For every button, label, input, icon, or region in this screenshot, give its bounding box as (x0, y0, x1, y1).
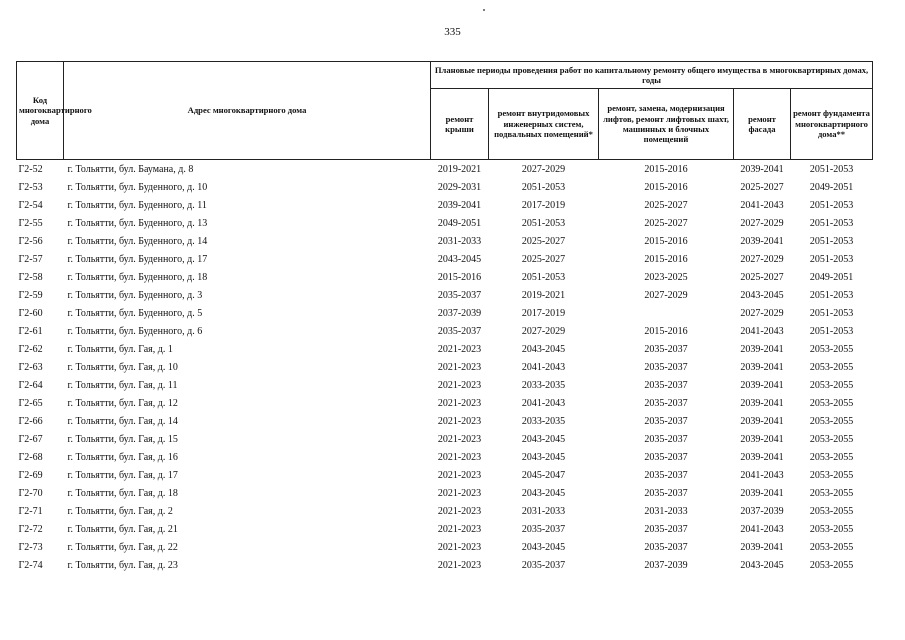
cell-elevators: 2015-2016 (644, 235, 688, 247)
cell-facade: 2041-2043 (740, 523, 784, 535)
cell-foundation: 2053-2055 (809, 451, 854, 463)
cell-roof: 2037-2039 (437, 307, 482, 319)
cell-address: г. Тольятти, бул. Гая, д. 17 (67, 469, 178, 481)
cell-roof: 2039-2041 (437, 199, 482, 211)
cell-facade: 2041-2043 (740, 469, 784, 481)
cell-systems: 2025-2027 (521, 253, 566, 265)
cell-code: Г2-68 (18, 451, 43, 463)
table-row (17, 556, 873, 574)
cell-systems: 2043-2045 (521, 343, 566, 355)
cell-roof: 2021-2023 (437, 451, 482, 463)
cell-roof: 2021-2023 (437, 559, 482, 571)
header-elevators: ремонт, замена, модернизация лифтов, ремонт лифтовых шахт, машинных и блочных помещений (599, 89, 734, 160)
cell-foundation: 2053-2055 (809, 559, 854, 571)
cell-facade: 2039-2041 (740, 361, 784, 373)
cell-address: г. Тольятти, бул. Буденного, д. 18 (67, 271, 208, 283)
header-address: Адрес многоквартирного дома (64, 62, 431, 160)
cell-foundation: 2053-2055 (809, 379, 854, 391)
table-row (17, 268, 873, 286)
cell-code: Г2-70 (18, 487, 43, 499)
cell-address: г. Тольятти, бул. Буденного, д. 17 (67, 253, 208, 265)
cell-foundation: 2051-2053 (809, 289, 854, 301)
cell-facade: 2027-2029 (740, 307, 784, 319)
cell-foundation: 2053-2055 (809, 361, 854, 373)
cell-systems: 2051-2053 (521, 271, 566, 283)
cell-systems: 2033-2035 (521, 415, 566, 427)
cell-roof: 2031-2033 (437, 235, 482, 247)
cell-facade: 2039-2041 (740, 451, 784, 463)
cell-roof: 2019-2021 (437, 163, 482, 175)
cell-facade: 2039-2041 (740, 487, 784, 499)
cell-systems: 2033-2035 (521, 379, 566, 391)
cell-facade: 2037-2039 (740, 505, 784, 517)
table-row (17, 466, 873, 484)
cell-foundation: 2051-2053 (809, 307, 854, 319)
table-row (17, 448, 873, 466)
header-code: Код многоквартирного дома (17, 62, 64, 160)
cell-address: г. Тольятти, бул. Баумана, д. 8 (67, 163, 194, 175)
cell-foundation: 2051-2053 (809, 199, 854, 211)
table-row (17, 520, 873, 538)
cell-code: Г2-56 (18, 235, 43, 247)
cell-systems: 2035-2037 (521, 523, 566, 535)
cell-address: г. Тольятти, бул. Буденного, д. 13 (67, 217, 208, 229)
cell-foundation: 2051-2053 (809, 325, 854, 337)
table-row (17, 304, 873, 322)
cell-facade: 2039-2041 (740, 433, 784, 445)
cell-elevators: 2015-2016 (644, 163, 688, 175)
cell-elevators: 2035-2037 (644, 379, 688, 391)
cell-systems: 2043-2045 (521, 451, 566, 463)
cell-address: г. Тольятти, бул. Буденного, д. 5 (67, 307, 203, 319)
cell-address: г. Тольятти, бул. Буденного, д. 6 (67, 325, 203, 337)
cell-systems: 2027-2029 (521, 325, 566, 337)
table-row (17, 178, 873, 196)
cell-facade: 2039-2041 (740, 541, 784, 553)
cell-facade: 2041-2043 (740, 325, 784, 337)
table-row (17, 358, 873, 376)
cell-code: Г2-69 (18, 469, 43, 481)
cell-code: Г2-65 (18, 397, 43, 409)
cell-address: г. Тольятти, бул. Гая, д. 23 (67, 559, 178, 571)
table-row (17, 322, 873, 340)
cell-elevators: 2035-2037 (644, 343, 688, 355)
cell-systems: 2043-2045 (521, 487, 566, 499)
cell-systems: 2045-2047 (521, 469, 566, 481)
header-facade: ремонт фасада (734, 89, 791, 160)
cell-address: г. Тольятти, бул. Гая, д. 1 (67, 343, 173, 355)
cell-code: Г2-72 (18, 523, 43, 535)
table-row (17, 160, 873, 179)
cell-elevators: 2035-2037 (644, 523, 688, 535)
cell-facade: 2039-2041 (740, 163, 784, 175)
capital-repair-table (16, 61, 873, 574)
cell-systems: 2031-2033 (521, 505, 566, 517)
table-row (17, 340, 873, 358)
cell-systems: 2041-2043 (521, 361, 566, 373)
cell-code: Г2-55 (18, 217, 43, 229)
table-row (17, 232, 873, 250)
cell-elevators: 2035-2037 (644, 487, 688, 499)
cell-facade: 2025-2027 (740, 271, 784, 283)
cell-elevators: 2035-2037 (644, 415, 688, 427)
cell-elevators: 2015-2016 (644, 325, 688, 337)
table-body (17, 160, 873, 575)
cell-address: г. Тольятти, бул. Буденного, д. 11 (67, 199, 207, 211)
cell-address: г. Тольятти, бул. Гая, д. 14 (67, 415, 178, 427)
cell-facade: 2039-2041 (740, 379, 784, 391)
cell-elevators: 2015-2016 (644, 253, 688, 265)
cell-roof: 2021-2023 (437, 505, 482, 517)
cell-address: г. Тольятти, бул. Гая, д. 18 (67, 487, 178, 499)
cell-facade: 2039-2041 (740, 415, 784, 427)
cell-elevators: 2031-2033 (644, 505, 688, 517)
cell-systems: 2035-2037 (521, 559, 566, 571)
cell-foundation: 2053-2055 (809, 505, 854, 517)
table-row (17, 376, 873, 394)
cell-roof: 2043-2045 (437, 253, 482, 265)
cell-foundation: 2053-2055 (809, 433, 854, 445)
cell-code: Г2-63 (18, 361, 43, 373)
cell-elevators: 2025-2027 (644, 199, 688, 211)
cell-code: Г2-66 (18, 415, 43, 427)
cell-address: г. Тольятти, бул. Гая, д. 15 (67, 433, 178, 445)
cell-code: Г2-61 (18, 325, 43, 337)
cell-roof: 2021-2023 (437, 361, 482, 373)
cell-roof: 2021-2023 (437, 379, 482, 391)
table-row (17, 250, 873, 268)
cell-roof: 2021-2023 (437, 469, 482, 481)
cell-elevators: 2035-2037 (644, 451, 688, 463)
header-planned-periods: Плановые периоды проведения работ по капитальному ремонту общего имущества в многоквартирных домах, годы (431, 62, 873, 89)
cell-foundation: 2053-2055 (809, 487, 854, 499)
cell-facade: 2039-2041 (740, 397, 784, 409)
cell-systems: 2043-2045 (521, 433, 566, 445)
cell-code: Г2-54 (18, 199, 43, 211)
cell-code: Г2-60 (18, 307, 43, 319)
cell-systems: 2017-2019 (521, 199, 566, 211)
table-row (17, 538, 873, 556)
cell-address: г. Тольятти, бул. Гая, д. 12 (67, 397, 178, 409)
table-row (17, 394, 873, 412)
cell-address: г. Тольятти, бул. Буденного, д. 3 (67, 289, 203, 301)
cell-code: Г2-53 (18, 181, 43, 193)
cell-foundation: 2049-2051 (809, 181, 854, 193)
cell-foundation: 2053-2055 (809, 343, 854, 355)
cell-address: г. Тольятти, бул. Буденного, д. 10 (67, 181, 208, 193)
cell-foundation: 2051-2053 (809, 253, 854, 265)
cell-systems: 2025-2027 (521, 235, 566, 247)
cell-code: Г2-73 (18, 541, 43, 553)
cell-roof: 2021-2023 (437, 343, 482, 355)
cell-roof: 2035-2037 (437, 289, 482, 301)
cell-address: г. Тольятти, бул. Гая, д. 10 (67, 361, 178, 373)
cell-foundation: 2049-2051 (809, 271, 854, 283)
cell-foundation: 2053-2055 (809, 523, 854, 535)
cell-code: Г2-71 (18, 505, 43, 517)
cell-elevators: 2035-2037 (644, 469, 688, 481)
cell-elevators: 2015-2016 (644, 181, 688, 193)
cell-elevators: 2035-2037 (644, 541, 688, 553)
table-row (17, 502, 873, 520)
cell-address: г. Тольятти, бул. Гая, д. 2 (67, 505, 173, 517)
cell-address: г. Тольятти, бул. Гая, д. 21 (67, 523, 178, 535)
table-row (17, 196, 873, 214)
cell-facade: 2039-2041 (740, 343, 784, 355)
cell-facade: 2043-2045 (740, 289, 784, 301)
header-roof: ремонт крыши (431, 89, 489, 160)
cell-foundation: 2053-2055 (809, 397, 854, 409)
cell-systems: 2051-2053 (521, 217, 566, 229)
cell-roof: 2021-2023 (437, 487, 482, 499)
cell-systems: 2017-2019 (521, 307, 566, 319)
cell-code: Г2-74 (18, 559, 43, 571)
cell-roof: 2021-2023 (437, 397, 482, 409)
cell-systems: 2041-2043 (521, 397, 566, 409)
cell-foundation: 2053-2055 (809, 415, 854, 427)
header-systems: ремонт внутридомовых инженерных систем, подвальных помещений* (489, 89, 599, 160)
cell-elevators (599, 304, 734, 322)
cell-roof: 2021-2023 (437, 433, 482, 445)
cell-foundation: 2053-2055 (809, 469, 854, 481)
cell-facade: 2043-2045 (740, 559, 784, 571)
table-row (17, 286, 873, 304)
cell-facade: 2041-2043 (740, 199, 784, 211)
cell-roof: 2021-2023 (437, 523, 482, 535)
cell-systems: 2019-2021 (521, 289, 566, 301)
cell-foundation: 2051-2053 (809, 217, 854, 229)
cell-elevators: 2035-2037 (644, 397, 688, 409)
cell-elevators: 2037-2039 (644, 559, 688, 571)
cell-address: г. Тольятти, бул. Гая, д. 11 (67, 379, 178, 391)
cell-foundation: 2051-2053 (809, 163, 854, 175)
cell-roof: 2021-2023 (437, 541, 482, 553)
cell-elevators: 2035-2037 (644, 433, 688, 445)
cell-facade: 2025-2027 (740, 181, 784, 193)
table-row (17, 484, 873, 502)
cell-elevators: 2025-2027 (644, 217, 688, 229)
cell-code: Г2-58 (18, 271, 43, 283)
table-row (17, 430, 873, 448)
cell-foundation: 2051-2053 (809, 235, 854, 247)
cell-code: Г2-59 (18, 289, 43, 301)
cell-facade: 2027-2029 (740, 253, 784, 265)
cell-roof: 2015-2016 (437, 271, 482, 283)
cell-systems: 2027-2029 (521, 163, 566, 175)
cell-elevators: 2023-2025 (644, 271, 688, 283)
scan-speck (483, 9, 485, 11)
cell-roof: 2021-2023 (437, 415, 482, 427)
header-foundation: ремонт фундамента многоквартирного дома** (791, 89, 873, 160)
table-row (17, 214, 873, 232)
cell-roof: 2035-2037 (437, 325, 482, 337)
cell-facade: 2039-2041 (740, 235, 784, 247)
cell-code: Г2-67 (18, 433, 43, 445)
cell-roof: 2049-2051 (437, 217, 482, 229)
cell-code: Г2-52 (18, 163, 43, 175)
cell-address: г. Тольятти, бул. Буденного, д. 14 (67, 235, 208, 247)
cell-address: г. Тольятти, бул. Гая, д. 22 (67, 541, 178, 553)
cell-foundation: 2053-2055 (809, 541, 854, 553)
cell-code: Г2-57 (18, 253, 43, 265)
cell-code: Г2-62 (18, 343, 43, 355)
cell-systems: 2043-2045 (521, 541, 566, 553)
cell-elevators: 2035-2037 (644, 361, 688, 373)
page-number: 335 (444, 26, 461, 38)
cell-address: г. Тольятти, бул. Гая, д. 16 (67, 451, 178, 463)
table-row (17, 412, 873, 430)
cell-code: Г2-64 (18, 379, 43, 391)
cell-facade: 2027-2029 (740, 217, 784, 229)
cell-elevators: 2027-2029 (644, 289, 688, 301)
cell-roof: 2029-2031 (437, 181, 482, 193)
cell-systems: 2051-2053 (521, 181, 566, 193)
